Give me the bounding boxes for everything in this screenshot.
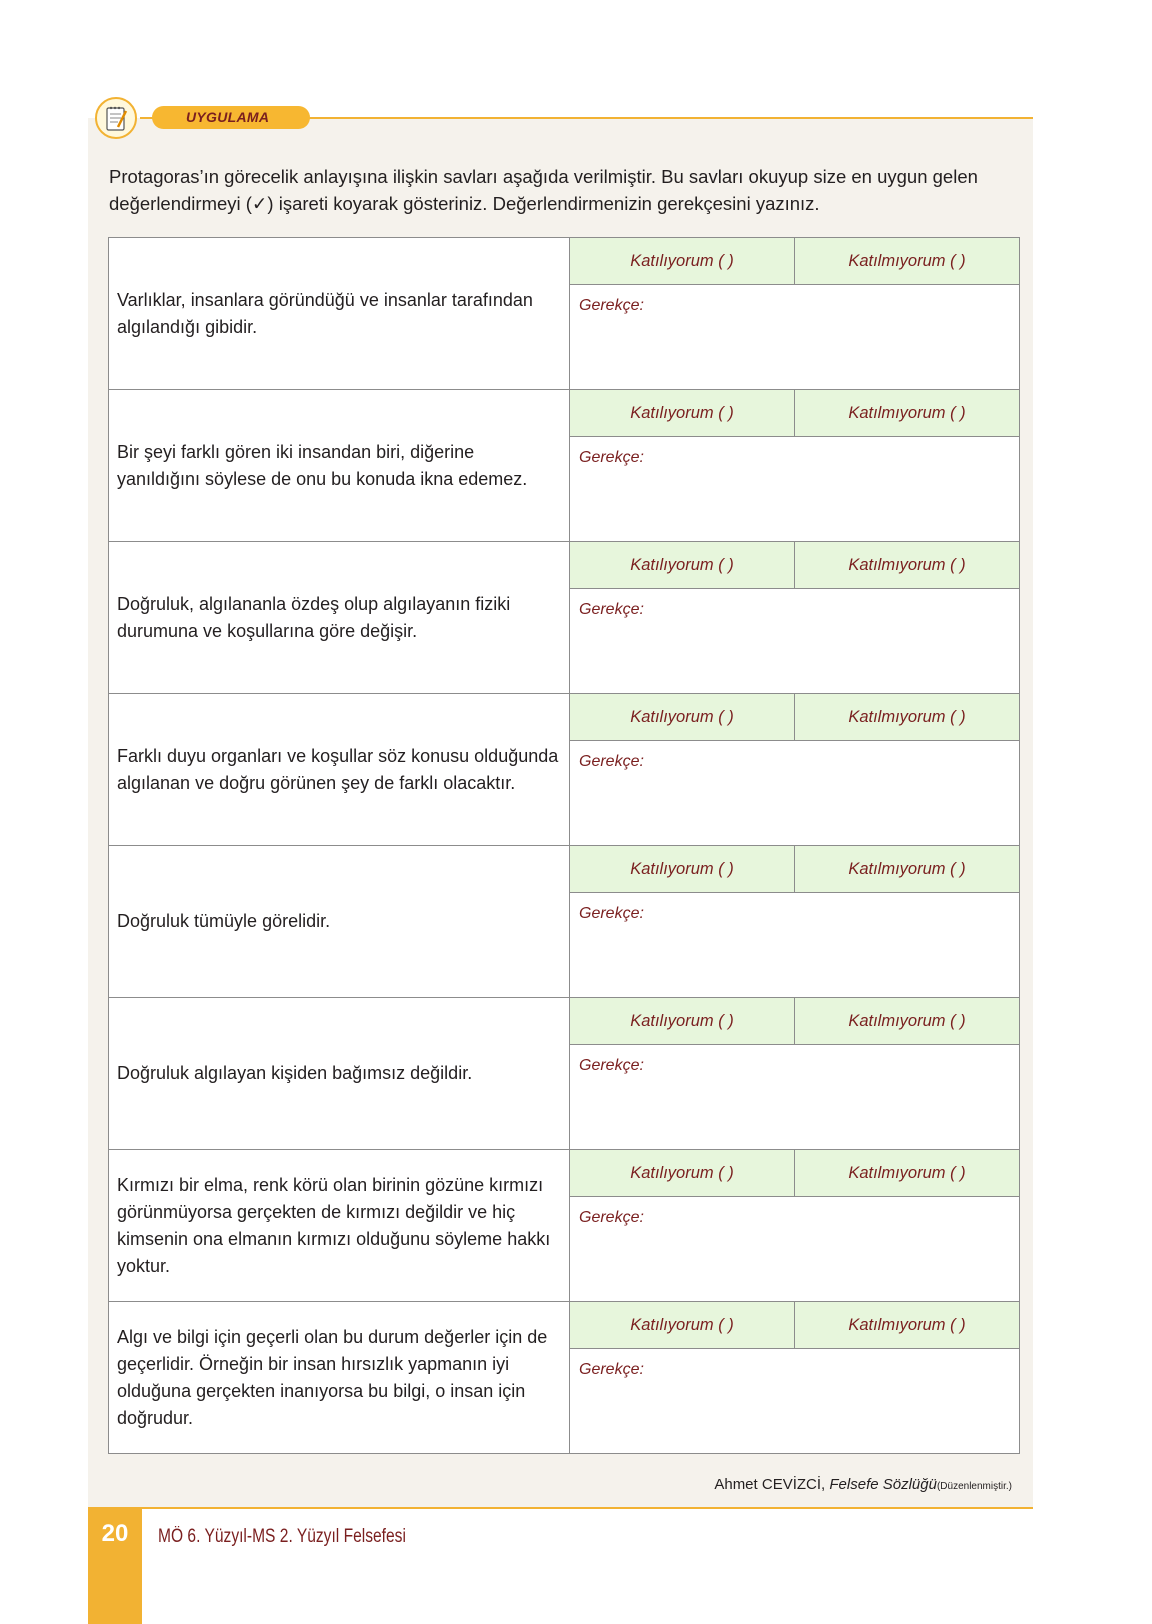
source-author: Ahmet CEVİZCİ: [714, 1476, 822, 1493]
disagree-option[interactable]: Katılmıyorum ( ): [794, 998, 1019, 1044]
panel-bottom-rule: [88, 1507, 1033, 1509]
footer-chapter-title: MÖ 6. Yüzyıl-MS 2. Yüzyıl Felsefesi: [158, 1526, 406, 1547]
claim-text: Bir şeyi farklı gören iki insandan biri, diğerine yanıldığını söylese de onu bu konuda ikna edemez.: [109, 390, 570, 542]
option-row: [570, 1302, 1019, 1349]
disagree-option[interactable]: Katılmıyorum ( ): [794, 390, 1019, 436]
claim-row: [109, 1150, 1020, 1302]
section-badge: UYGULAMA: [152, 106, 310, 129]
claim-row: [109, 998, 1020, 1150]
claim-row: [109, 694, 1020, 846]
agree-option[interactable]: Katılıyorum ( ): [630, 1316, 734, 1334]
agree-option[interactable]: Katılıyorum ( ): [630, 1012, 734, 1030]
evaluation-cell: [570, 1150, 1020, 1302]
reason-field[interactable]: Gerekçe:: [579, 1361, 644, 1378]
reason-field[interactable]: Gerekçe:: [579, 601, 644, 618]
claim-row: [109, 542, 1020, 694]
evaluation-cell: [570, 238, 1020, 390]
reason-field[interactable]: Gerekçe:: [579, 1209, 644, 1226]
option-row: [570, 846, 1019, 893]
reason-field[interactable]: Gerekçe:: [579, 753, 644, 770]
reason-field[interactable]: Gerekçe:: [579, 297, 644, 314]
disagree-option[interactable]: Katılmıyorum ( ): [794, 694, 1019, 740]
source-citation: Ahmet CEVİZCİ, Felsefe Sözlüğü(Düzenlenmiştir.): [714, 1476, 1012, 1493]
instructions-text: Protagoras’ın görecelik anlayışına ilişkin savları aşağıda verilmiştir. Bu savları okuyup size en uygun gelen değerlendirmeyi (✓) işareti koyarak gösteriniz. Değerlendirmenizin gerekçesini yazınız.: [109, 166, 978, 214]
reason-field[interactable]: Gerekçe:: [579, 1057, 644, 1074]
notepad-pencil-icon: [95, 97, 137, 139]
agree-option[interactable]: Katılıyorum ( ): [630, 860, 734, 878]
option-row: [570, 542, 1019, 589]
claim-text: Varlıklar, insanlara göründüğü ve insanlar tarafından algılandığı gibidir.: [109, 238, 570, 390]
agree-option[interactable]: Katılıyorum ( ): [630, 1164, 734, 1182]
disagree-option[interactable]: Katılmıyorum ( ): [794, 542, 1019, 588]
claim-row: [109, 390, 1020, 542]
claim-row: [109, 846, 1020, 998]
claim-row: [109, 1302, 1020, 1454]
disagree-option[interactable]: Katılmıyorum ( ): [794, 238, 1019, 284]
evaluation-cell: [570, 1302, 1020, 1454]
evaluation-cell: [570, 390, 1020, 542]
claim-text: Doğruluk, algılananla özdeş olup algılayanın fiziki durumuna ve koşullarına göre değişir.: [109, 542, 570, 694]
evaluation-cell: [570, 694, 1020, 846]
option-row: [570, 390, 1019, 437]
claim-row: [109, 238, 1020, 390]
agree-option[interactable]: Katılıyorum ( ): [630, 252, 734, 270]
page-number: 20: [101, 1520, 129, 1547]
disagree-option[interactable]: Katılmıyorum ( ): [794, 846, 1019, 892]
source-book: Felsefe Sözlüğü: [829, 1476, 937, 1493]
reason-field[interactable]: Gerekçe:: [579, 905, 644, 922]
evaluation-cell: [570, 998, 1020, 1150]
claim-text: Doğruluk tümüyle görelidir.: [109, 846, 570, 998]
disagree-option[interactable]: Katılmıyorum ( ): [794, 1150, 1019, 1196]
agree-option[interactable]: Katılıyorum ( ): [630, 404, 734, 422]
option-row: [570, 238, 1019, 285]
claim-text: Kırmızı bir elma, renk körü olan birinin gözüne kırmızı görünmüyorsa gerçekten de kırmızı değildir ve hiç kimsenin ona elmanın kırmızı olduğunu söyleme hakkı yoktur.: [109, 1150, 570, 1302]
evaluation-cell: [570, 542, 1020, 694]
source-note: (Düzenlenmiştir.): [936, 1481, 1012, 1492]
reason-field[interactable]: Gerekçe:: [579, 449, 644, 466]
claim-text: Algı ve bilgi için geçerli olan bu durum değerler için de geçerlidir. Örneğin bir insan hırsızlık yapmanın iyi olduğuna gerçekten inanıyorsa bu bilgi, o insan için doğrudur.: [109, 1302, 570, 1454]
agree-option[interactable]: Katılıyorum ( ): [630, 556, 734, 574]
option-row: [570, 1150, 1019, 1197]
agree-option[interactable]: Katılıyorum ( ): [630, 708, 734, 726]
claim-text: Farklı duyu organları ve koşullar söz konusu olduğunda algılanan ve doğru görünen şey de farklı olacaktır.: [109, 694, 570, 846]
claim-text: Doğruluk algılayan kişiden bağımsız değildir.: [109, 998, 570, 1150]
disagree-option[interactable]: Katılmıyorum ( ): [794, 1302, 1019, 1348]
option-row: [570, 694, 1019, 741]
evaluation-cell: [570, 846, 1020, 998]
claims-table: [108, 237, 1020, 1454]
option-row: [570, 998, 1019, 1045]
